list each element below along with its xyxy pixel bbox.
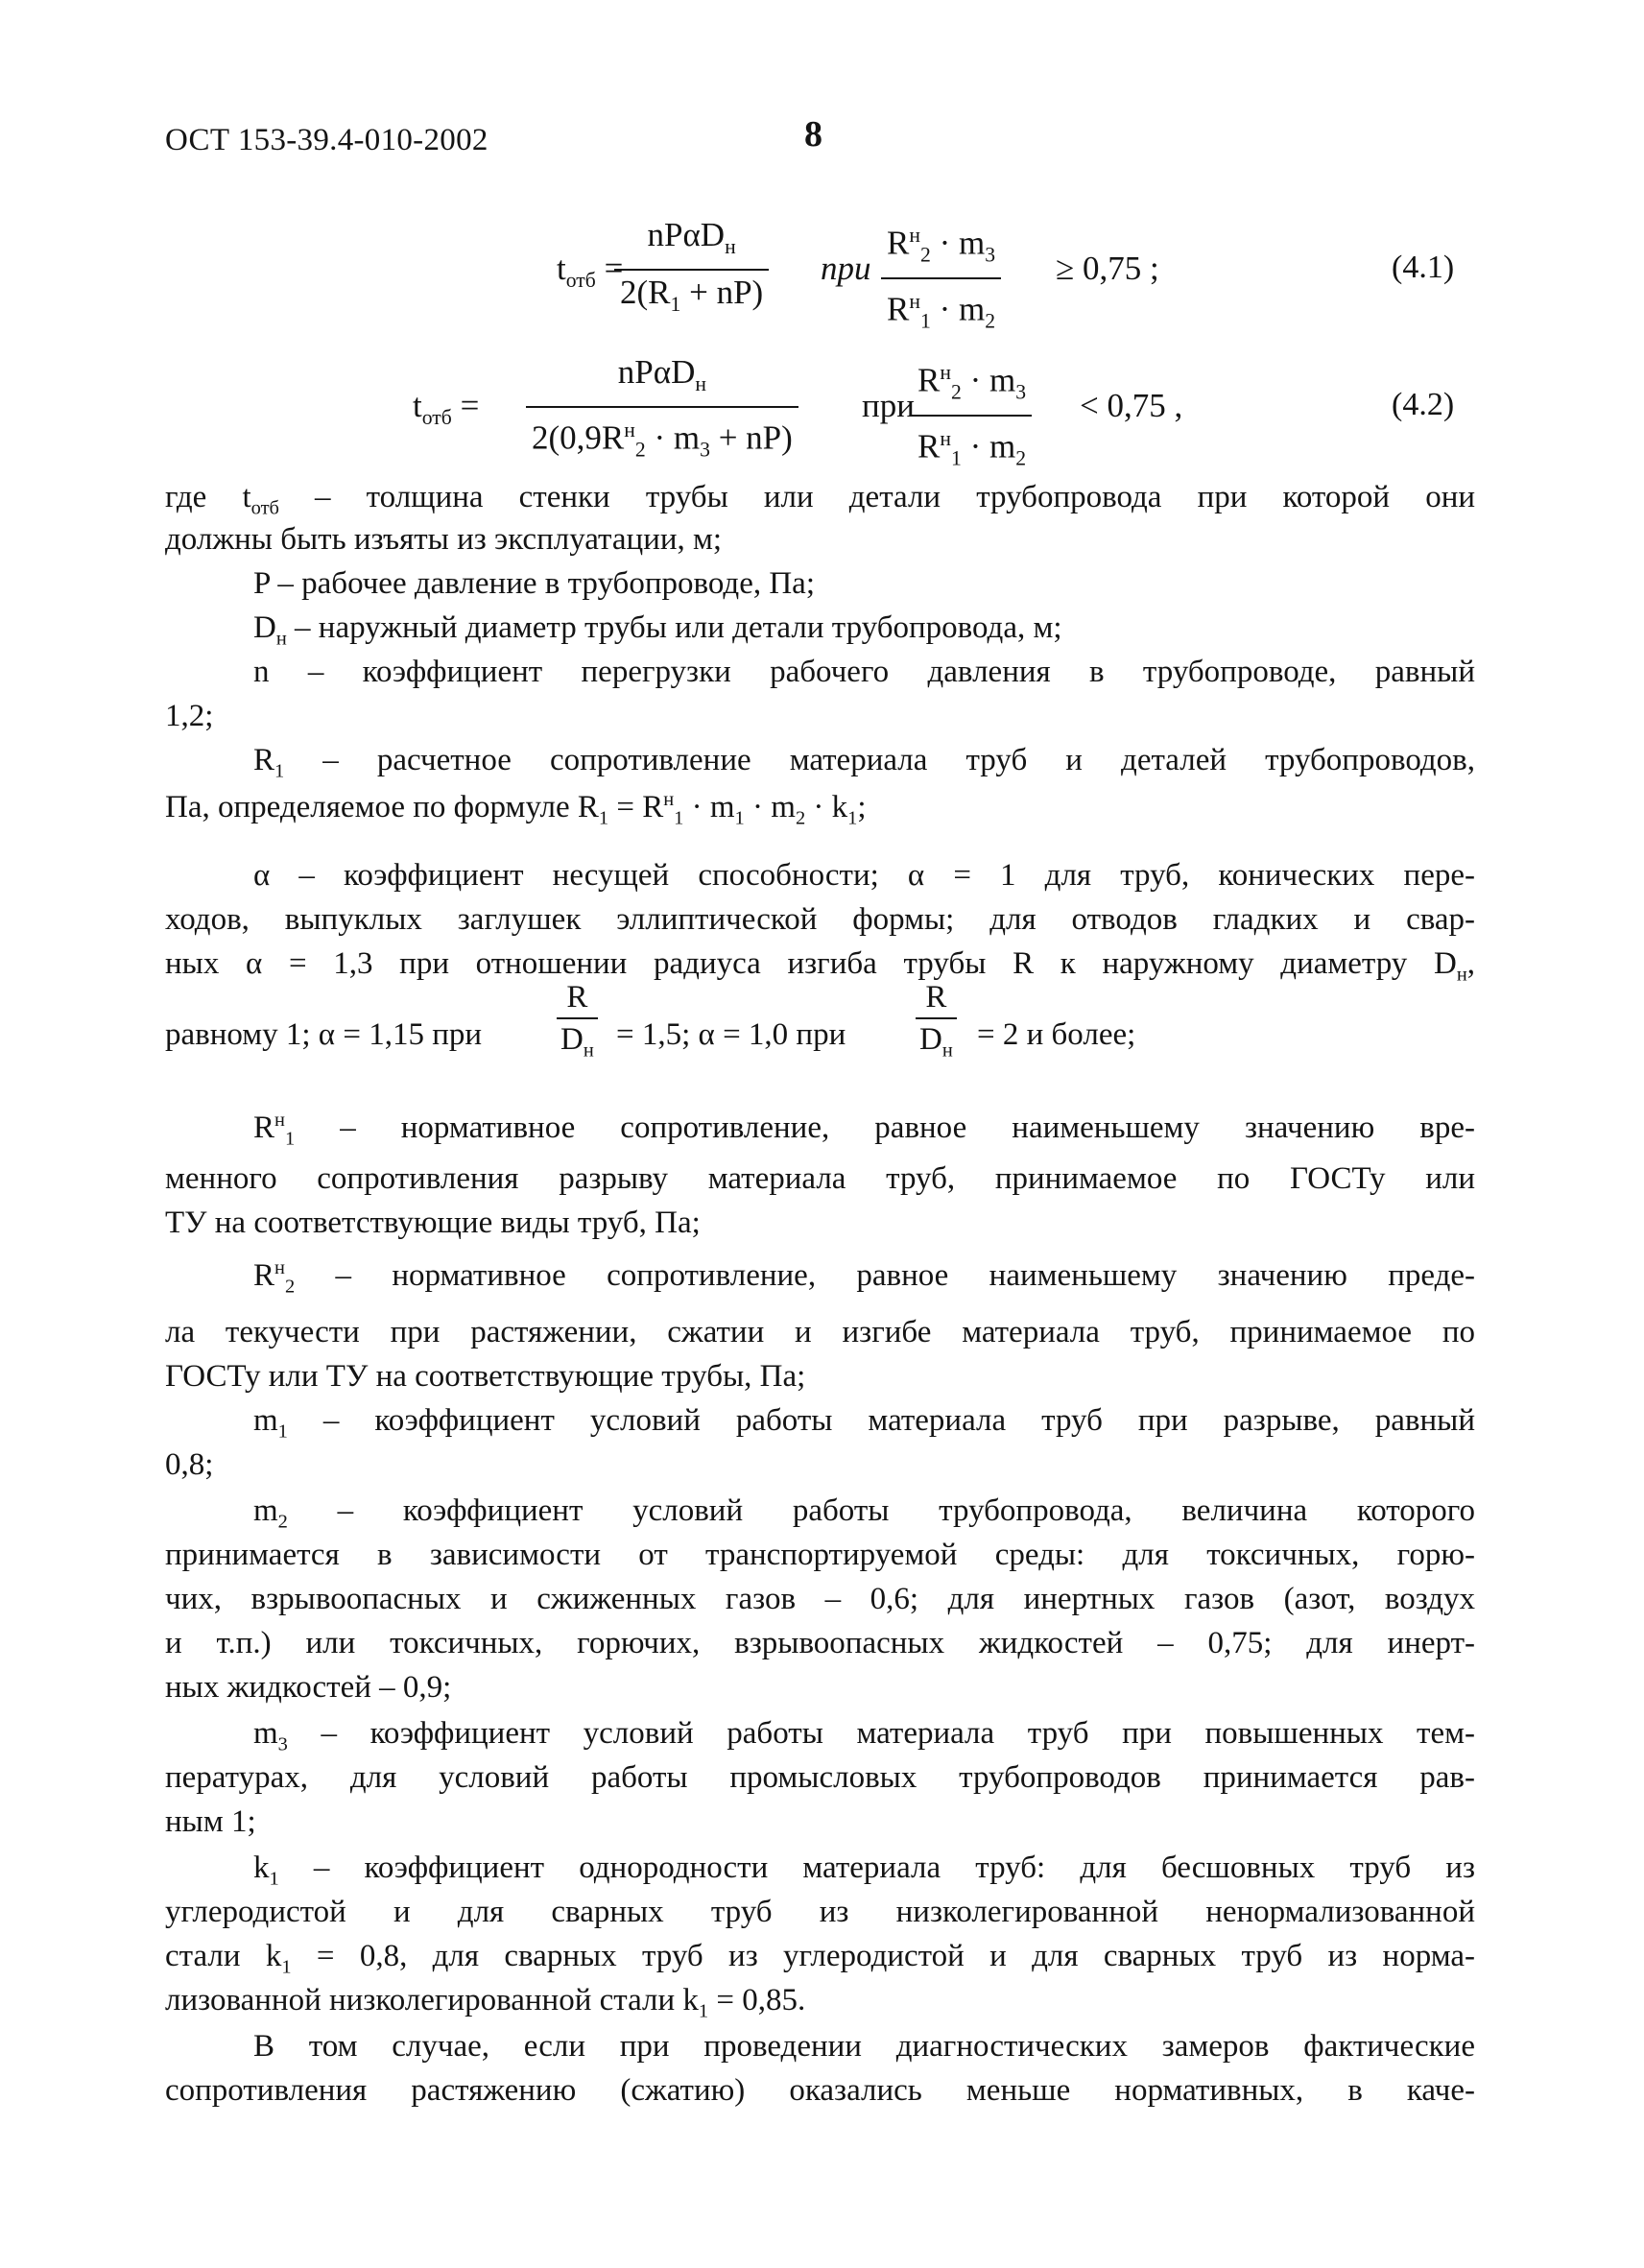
text-line: ных жидкостей – 0,9; [165,1670,452,1705]
formula-4-2 [0,350,1644,475]
formula-lhs: $t_{отб}$ = [413,387,480,429]
text-line: n – коэффициент перегрузки рабочего давления в трубопроводе, равный [253,655,1475,689]
text-line: должны быть изъяты из эксплуатации, м; [165,522,723,557]
text-line: = 2 и более; [977,1017,1136,1052]
text-line: В том случае, если при проведении диагностических замеров фактические [253,2029,1475,2064]
ratio-fraction: R $D_н$ [916,977,957,1071]
text-line: $D_н$ – наружный диаметр трубы или детали трубопровода, м; [253,610,1062,650]
ratio-fraction: R $D_н$ [557,977,598,1071]
text-line: ным 1; [165,1804,256,1839]
text-line: α – коэффициент несущей способности; α = 1 для труб, конических пере- [253,858,1475,893]
text-line: $k_1$ – коэффициент однородности материала труб: для бесшовных труб из [253,1850,1475,1890]
text-line: ходов, выпуклых заглушек эллиптической формы; для отводов гладких и свар- [165,902,1475,937]
text-line: $R^н_1$ – нормативное сопротивление, равное наименьшему значению вре- [253,1110,1475,1150]
text-line: пературах, для условий работы промысловых трубопроводов принимается рав- [165,1760,1475,1795]
text-line: ных α = 1,3 при отношении радиуса изгиба трубы R к наружному диаметру $D_н$, [165,946,1475,986]
text-line: лизованной низколегированной стали $k_1 = 0,85$. [165,1983,806,2022]
text-line: равному 1; α = 1,15 при [165,1017,483,1052]
text-line: P – рабочее давление в трубопроводе, Па; [253,566,815,601]
formula-condition-word: при [862,387,915,424]
text-line: сопротивления растяжению (сжатию) оказались меньше нормативных, в каче- [165,2073,1475,2108]
text-line: = 1,5; α = 1,0 при [616,1017,846,1052]
text-line: $m_2$ – коэффициент условий работы трубопровода, величина которого [253,1493,1475,1533]
formula-main-fraction: nPαD$_н$ $2(R_1 + nP)$ [614,213,769,326]
formula-4-1 [0,213,1644,338]
formula-number: (4.2) [1392,387,1455,422]
text-line: $m_1$ – коэффициент условий работы материала труб при разрыве, равный [253,1403,1475,1443]
text-line: $R^н_2$ – нормативное сопротивление, равное наименьшему значению преде- [253,1257,1475,1298]
text-line: менного сопротивления разрыву материала труб, принимаемое по ГОСТу или [165,1161,1475,1196]
formula-condition-word: при [821,250,871,287]
text-line: ла текучести при растяжении, сжатии и изгибе материала труб, принимаемое по [165,1315,1475,1349]
text-line: углеродистой и для сварных труб из низколегированной ненормализованной [165,1895,1475,1929]
text-line: где $t_{отб}$ – толщина стенки трубы или детали трубопровода при которой они [165,480,1476,519]
page-number: 8 [804,114,823,155]
formula-condition-fraction: $R^н_2 \cdot m_3$ $R^н_1 \cdot m_2$ [912,350,1032,480]
text-line: $m_3$ – коэффициент условий работы материала труб при повышенных тем- [253,1716,1475,1755]
text-line: $R_1$ – расчетное сопротивление материала труб и деталей трубопроводов, [253,743,1475,782]
formula-condition-fraction: $R^н_2 \cdot m_3$ $R^н_1 \cdot m_2$ [881,213,1001,343]
text-line: ГОСТу или ТУ на соответствующие трубы, Па; [165,1359,806,1394]
text-line: Па, определяемое по формуле $R_1 = R^н_1 \cdot m_1 \cdot m_2 \cdot k_1$; [165,789,867,829]
formula-condition-relation: < 0,75 , [1080,387,1183,424]
formula-number: (4.1) [1392,250,1455,285]
text-line: и т.п.) или токсичных, горючих, взрывоопасных жидкостей – 0,75; для инерт- [165,1626,1475,1660]
document-code: ОСТ 153-39.4-010-2002 [165,123,488,157]
text-line: 0,8; [165,1447,214,1482]
formula-main-fraction: nPαD$_н$ $2(0,9R^н_2 \cdot m_3 + nP)$ [526,350,798,472]
text-line: принимается в зависимости от транспортируемой среды: для токсичных, горю- [165,1538,1475,1572]
text-line: стали $k_1 = 0,8$, для сварных труб из углеродистой и для сварных труб из норма- [165,1939,1475,1978]
text-line: 1,2; [165,699,214,733]
formula-condition-relation: ≥ 0,75 ; [1056,250,1159,287]
text-line: ТУ на соответствующие виды труб, Па; [165,1206,701,1240]
formula-lhs: $t_{отб}$ = [557,250,624,292]
text-line: чих, взрывоопасных и сжиженных газов – 0,6; для инертных газов (азот, воздух [165,1582,1475,1616]
